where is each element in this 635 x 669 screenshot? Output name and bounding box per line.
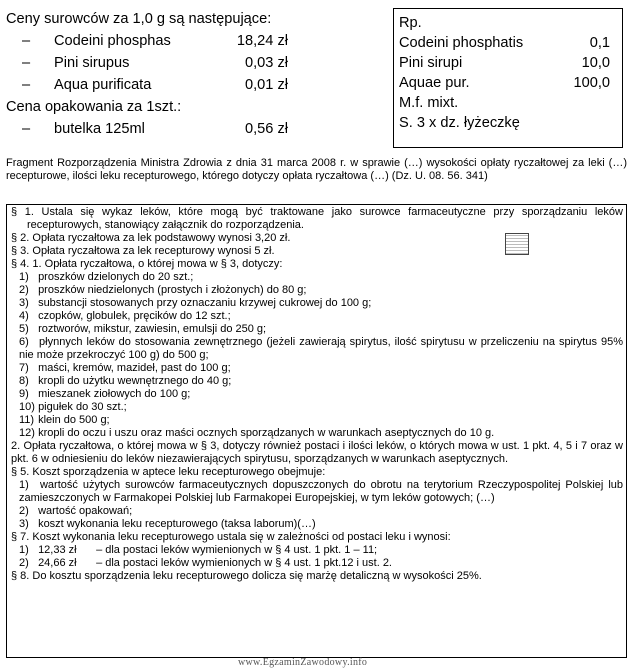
prescription-ingredient: Codeini phosphatis 0,1 <box>399 35 610 51</box>
prescription-title: Rp. <box>399 15 422 31</box>
list-item: 12) kropli do oczu i uszu oraz maści ocznych sporządzanych w warunkach aseptycznych do 10 g. <box>19 427 495 439</box>
price-row: – Codeini phosphas 18,24 zł <box>6 30 306 52</box>
prescription-ingredient: Pini sirupi 10,0 <box>399 55 610 71</box>
list-item: 2) 24,66 zł – dla postaci leków wymienionych w § 4 ust. 1 pkt.12 i ust. 2. <box>19 557 392 569</box>
list-item: 2) wartość opakowań; <box>19 505 133 517</box>
prices-header: Ceny surowców za 1,0 g są następujące: <box>6 11 272 27</box>
package-row: – butelka 125ml 0,56 zł <box>6 118 306 140</box>
regulation-intro: Fragment Rozporządzenia Ministra Zdrowia z dnia 31 marca 2008 r. w sprawie (…) wysokości opłaty ryczałtowej za leki (…) recepturowe, ilości leku recepturowego, którego dotyczy opłata ryczałtowa (…) (Dz. U. 08. 56. 341) <box>6 157 627 182</box>
price-item-value: 18,24 zł <box>236 33 288 49</box>
list-item: 6) płynnych leków do stosowania zewnętrznego (jeżeli zawierają spirytus, ilość spirytusu w przeliczeniu na spirytus 95% nie może przekroczyć 100 g) do 500 g; <box>19 336 623 361</box>
package-header: Cena opakowania za 1szt.: <box>6 99 182 115</box>
paragraph-7-head: § 7. Koszt wykonania leku recepturowego ustala się w zależności od postaci leku i wynosi: <box>11 531 451 543</box>
prescription-box <box>393 8 623 148</box>
paragraph-3: § 3. Opłata ryczałtowa za lek recepturowy wynosi 5 zł. <box>11 245 275 257</box>
list-item: 1) 12,33 zł – dla postaci leków wymienionych w § 4 ust. 1 pkt. 1 – 11; <box>19 544 378 556</box>
prescription-ingredient: Aquae pur. 100,0 <box>399 75 610 91</box>
list-item: 7) maści, kremów, mazideł, past do 100 g; <box>19 362 231 374</box>
list-item: 11) klein do 500 g; <box>19 414 110 426</box>
price-row: – Pini sirupus 0,03 zł <box>6 52 306 74</box>
list-item: 1) proszków dzielonych do 20 szt.; <box>19 271 194 283</box>
ingredient-prices <box>6 8 306 140</box>
prescription-mix: M.f. mixt. <box>399 95 459 111</box>
list-item: 9) mieszanek ziołowych do 100 g; <box>19 388 191 400</box>
paragraph-1: § 1. Ustala się wykaz leków, które mogą być traktowane jako surowce farmaceutyczne przy sporządzaniu leków recepturowych, stanowiący załącznik do rozporządzenia. <box>11 206 623 231</box>
regulation-box <box>6 204 627 658</box>
price-item-value: 0,03 zł <box>245 55 288 71</box>
list-item: 4) czopków, globulek, pręcików do 12 szt.; <box>19 310 231 322</box>
list-item: 3) substancji stosowanych przy oznaczaniu krzywej cukrowej do 100 g; <box>19 297 372 309</box>
price-item-name: Pini sirupus <box>54 55 130 71</box>
watermark: www.EgzaminZawodowy.info <box>238 657 368 668</box>
paragraph-5-head: § 5. Koszt sporządzenia w aptece leku recepturowego obejmuje: <box>11 466 326 478</box>
package-item-value: 0,56 zł <box>245 121 288 137</box>
price-item-name: Codeini phosphas <box>54 33 171 49</box>
list-item: 8) kropli do użytku wewnętrznego do 40 g; <box>19 375 232 387</box>
list-item: 5) roztworów, mikstur, zawiesin, emulsji do 250 g; <box>19 323 267 335</box>
paragraph-4-head: § 4. 1. Opłata ryczałtowa, o której mowa w § 3, dotyczy: <box>11 258 283 270</box>
list-item: 3) koszt wykonania leku recepturowego (taksa laborum)(…) <box>19 518 316 530</box>
list-item: 2) proszków niedzielonych (prostych i złożonych) do 80 g; <box>19 284 307 296</box>
price-row: – Aqua purificata 0,01 zł <box>6 74 306 96</box>
prescription-sig: S. 3 x dz. łyżeczkę <box>399 115 520 131</box>
list-item: 10) pigułek do 30 szt.; <box>19 401 127 413</box>
paragraph-4-2: 2. Opłata ryczałtowa, o której mowa w § 3, dotyczy również postaci i ilości leków, o których mowa w ust. 1 pkt. 4, 5 i 7 oraz w pkt. 6 w odniesieniu do leków niezawierających spirytusu, sporządzanych w warunkach aseptycznych. <box>11 440 623 465</box>
package-item-name: butelka 125ml <box>54 121 145 137</box>
list-item: 1) wartość użytych surowców farmaceutycznych dopuszczonych do obrotu na terytorium Rzeczypospolitej Polskiej lub zamieszczonych w Farmakopei Polskiej lub Farmakopei Europejskiej, w tym leków gotowych; (…) <box>19 479 623 504</box>
price-item-value: 0,01 zł <box>245 77 288 93</box>
paragraph-2: § 2. Opłata ryczałtowa za lek podstawowy wynosi 3,20 zł. <box>11 232 291 244</box>
price-item-name: Aqua purificata <box>54 77 152 93</box>
paragraph-8: § 8. Do kosztu sporządzenia leku recepturowego dolicza się marżę detaliczną w wysokości 25%. <box>11 570 482 582</box>
